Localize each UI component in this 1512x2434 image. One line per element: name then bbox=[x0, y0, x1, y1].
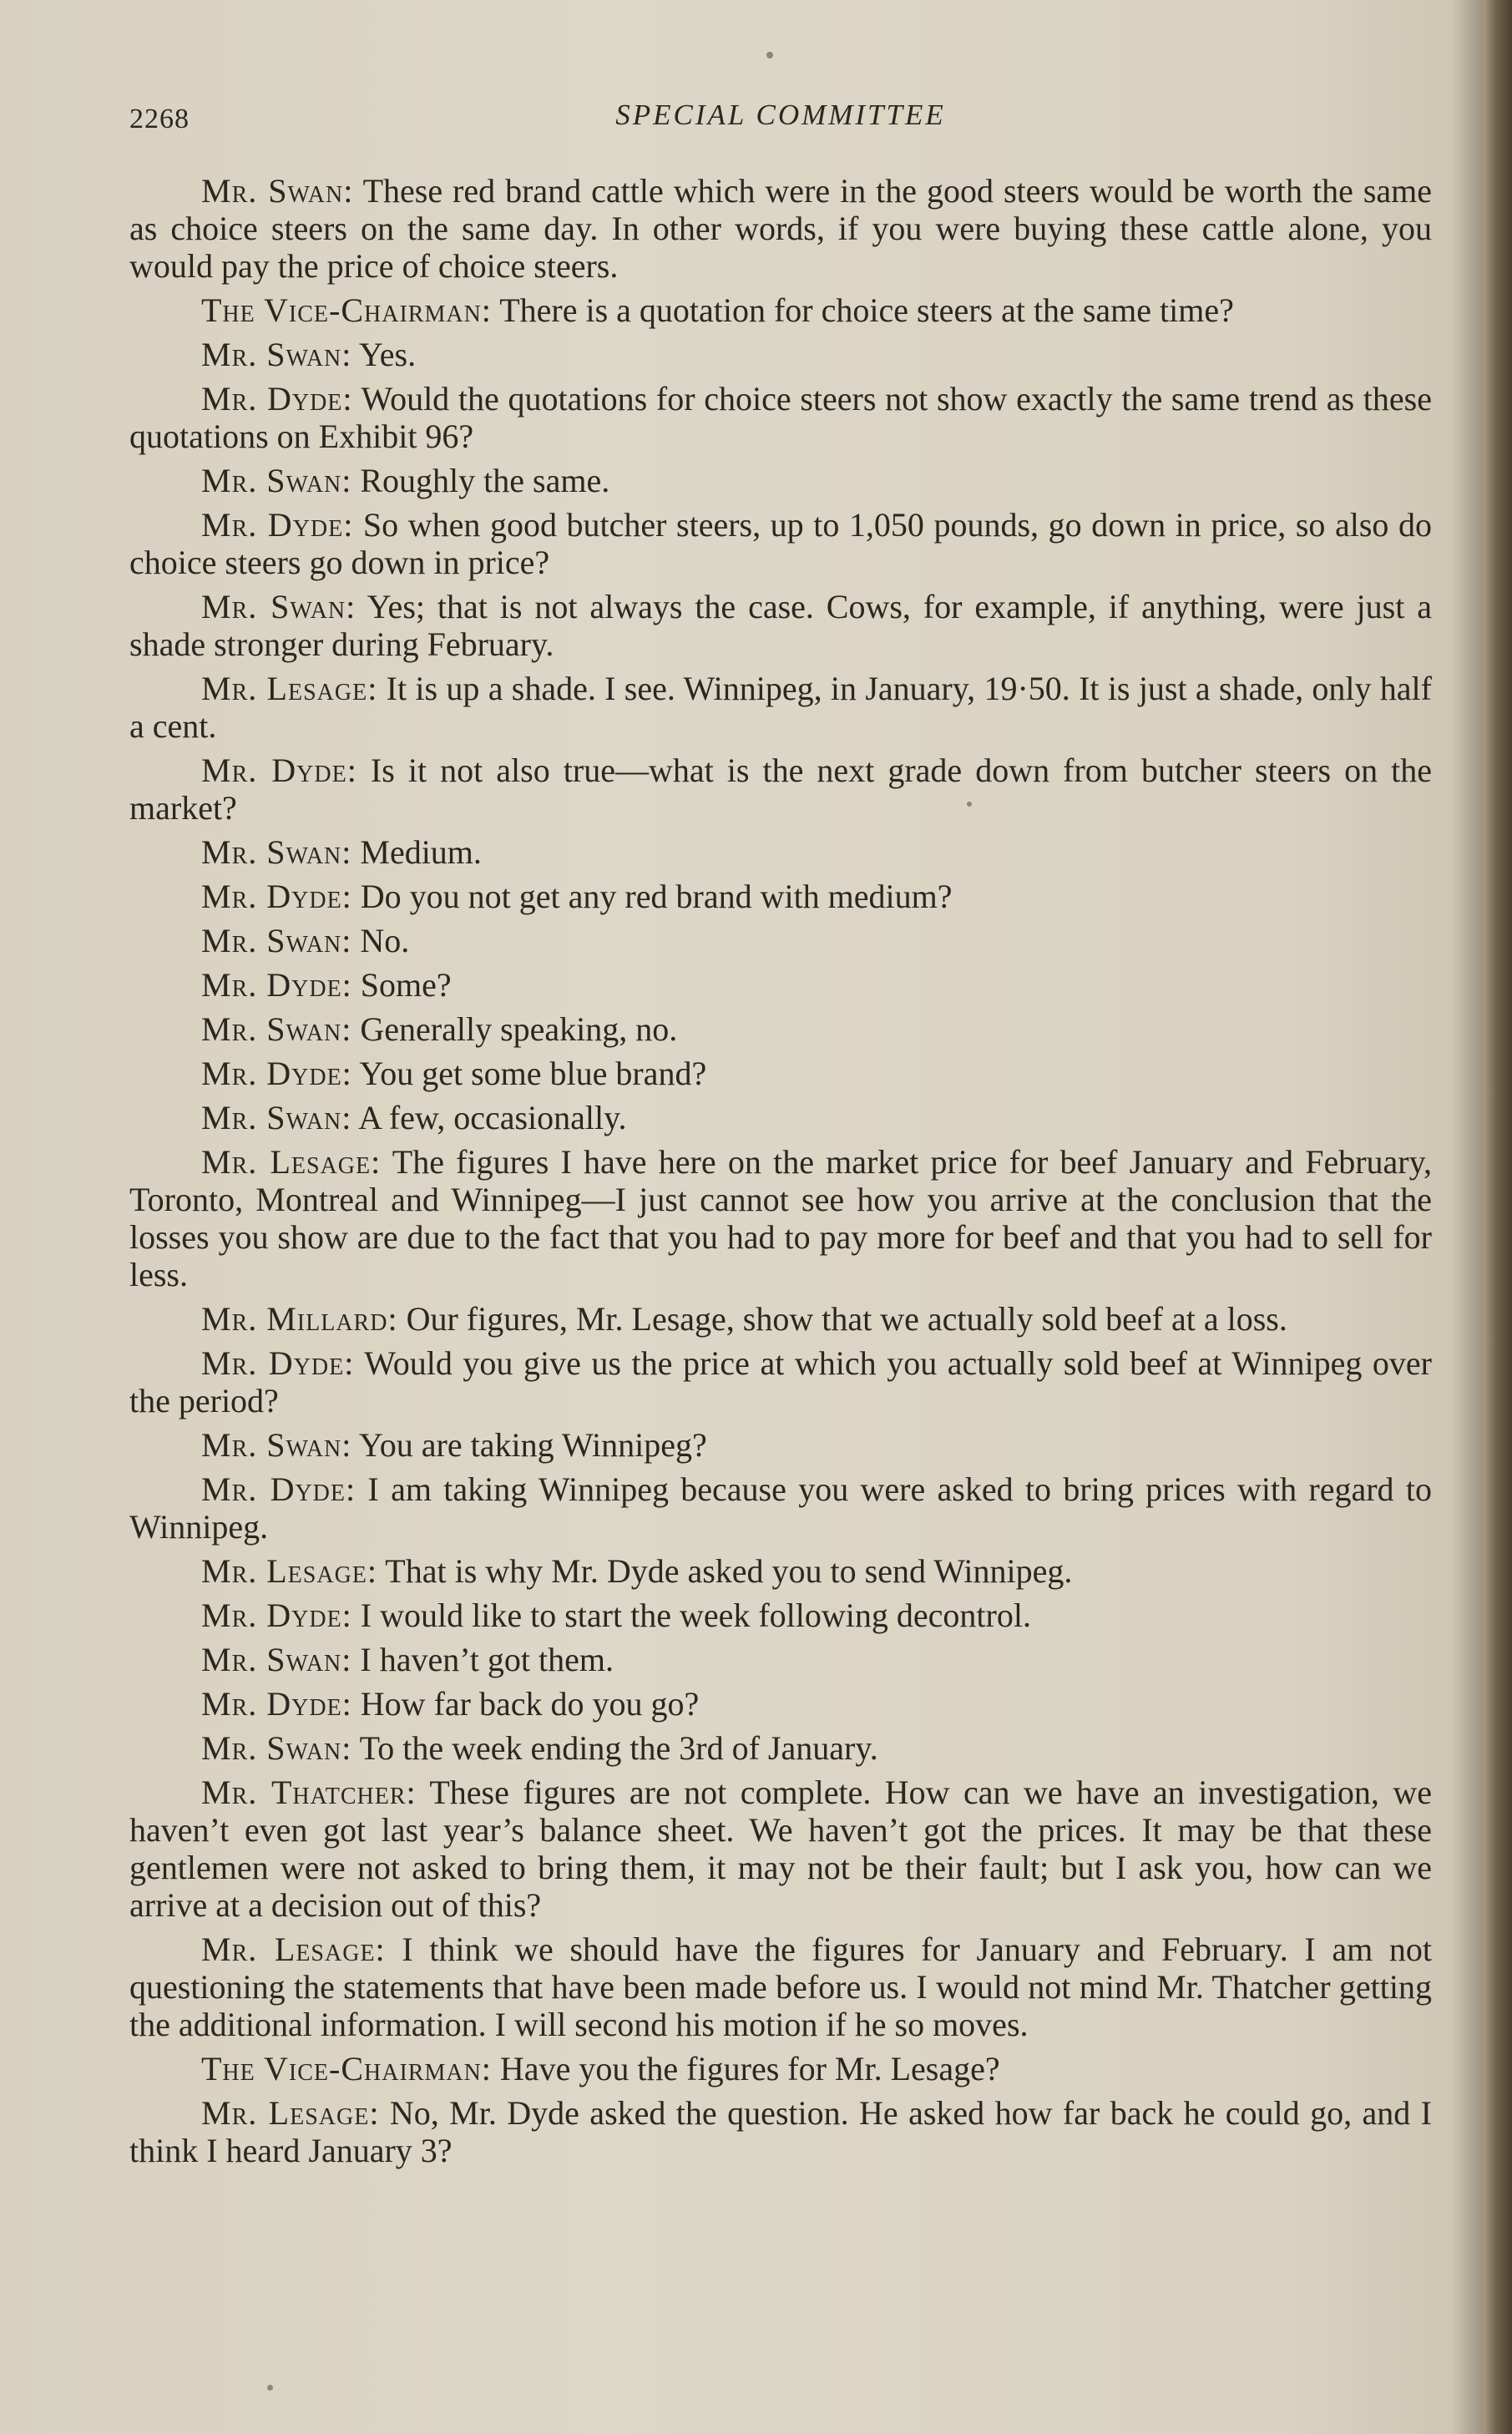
book-spine-edge bbox=[1484, 0, 1512, 2434]
speech-text: No, Mr. Dyde asked the question. He asked how far back he could go, and I think I heard January 3? bbox=[129, 2094, 1432, 2169]
speech-text: Roughly the same. bbox=[351, 462, 610, 499]
transcript-paragraph bbox=[129, 1774, 1432, 1924]
transcript-paragraph bbox=[129, 1931, 1432, 2043]
speaker-name: Mr. Dyde: bbox=[201, 1685, 352, 1723]
speech-text: Yes; that is not always the case. Cows, for example, if anything, were just a shade stronger during February. bbox=[129, 588, 1432, 663]
transcript-body bbox=[129, 172, 1432, 2176]
speech-text: Medium. bbox=[351, 833, 482, 871]
speaker-name: The Vice-Chairman: bbox=[201, 2050, 492, 2087]
transcript-paragraph bbox=[129, 833, 1432, 871]
speech-text: To the week ending the 3rd of January. bbox=[351, 1729, 878, 1767]
speech-text: Our figures, Mr. Lesage, show that we actually sold beef at a loss. bbox=[397, 1300, 1287, 1338]
speaker-name: Mr. Swan: bbox=[201, 462, 352, 499]
speaker-name: Mr. Swan: bbox=[201, 1099, 352, 1136]
transcript-paragraph bbox=[129, 1300, 1432, 1338]
transcript-paragraph bbox=[129, 1143, 1432, 1293]
running-title: SPECIAL COMMITTEE bbox=[615, 99, 946, 131]
speaker-name: Mr. Swan: bbox=[201, 1729, 352, 1767]
speech-text: These red brand cattle which were in the good steers would be worth the same as choice steers on the same day. In other words, if you were buying these cattle alone, you would pay the price of choice steers. bbox=[129, 172, 1433, 285]
speech-text: Have you the figures for Mr. Lesage? bbox=[491, 2050, 1000, 2087]
speech-text: That is why Mr. Dyde asked you to send Winnipeg. bbox=[377, 1552, 1073, 1590]
speaker-name: Mr. Swan: bbox=[201, 588, 357, 625]
speech-text: The figures I have here on the market price for beef January and February, Toronto, Montreal and Winnipeg—I just cannot see how you arrive at the conclusion that the losses you show are due to the fact that you had to pay more for beef and that you had to sell for less. bbox=[129, 1143, 1432, 1293]
transcript-paragraph bbox=[129, 1010, 1432, 1048]
speaker-name: Mr. Thatcher: bbox=[201, 1774, 417, 1811]
transcript-paragraph bbox=[129, 751, 1432, 827]
transcript-paragraph bbox=[129, 1641, 1432, 1678]
speaker-name: Mr. Swan: bbox=[201, 1010, 352, 1048]
transcript-paragraph bbox=[129, 878, 1432, 915]
speech-text: Some? bbox=[351, 966, 452, 1004]
speech-text: Would the quotations for choice steers not show exactly the same trend as these quotations on Exhibit 96? bbox=[129, 380, 1432, 455]
transcript-paragraph bbox=[129, 1597, 1432, 1634]
speaker-name: Mr. Dyde: bbox=[201, 751, 357, 789]
page-number: 2268 bbox=[129, 104, 190, 134]
speech-text: So when good butcher steers, up to 1,050 pounds, go down in price, so also do choice steers go down in price? bbox=[129, 506, 1432, 581]
speaker-name: Mr. Dyde: bbox=[201, 506, 354, 544]
paper-speck bbox=[267, 2385, 273, 2391]
transcript-paragraph bbox=[129, 2094, 1432, 2169]
transcript-paragraph bbox=[129, 172, 1432, 285]
transcript-paragraph bbox=[129, 2050, 1432, 2087]
transcript-paragraph bbox=[129, 1055, 1432, 1092]
speech-text: I would like to start the week following decontrol. bbox=[351, 1597, 1031, 1634]
speech-text: I haven’t got them. bbox=[351, 1641, 614, 1678]
speaker-name: Mr. Lesage: bbox=[201, 2094, 380, 2132]
speaker-name: Mr. Dyde: bbox=[201, 1597, 352, 1634]
transcript-paragraph bbox=[129, 1099, 1432, 1136]
transcript-paragraph bbox=[129, 462, 1432, 499]
transcript-paragraph bbox=[129, 380, 1432, 455]
speech-text: You get some blue brand? bbox=[351, 1055, 707, 1092]
speaker-name: Mr. Swan: bbox=[201, 922, 352, 959]
speaker-name: Mr. Swan: bbox=[201, 172, 354, 210]
speech-text: These figures are not complete. How can we have an investigation, we haven’t even got last year’s balance sheet. We haven’t got the prices. It may be that these gentlemen were not asked to bring them, it may not be their fault; but I ask you, how can we arrive at a decision out of this? bbox=[129, 1774, 1432, 1924]
speech-text: I think we should have the figures for January and February. I am not questioning the statements that have been made before us. I would not mind Mr. Thatcher getting the additional information. I will second his motion if he so moves. bbox=[129, 1931, 1433, 2043]
speaker-name: Mr. Lesage: bbox=[201, 1931, 386, 1968]
speaker-name: Mr. Swan: bbox=[201, 1426, 352, 1464]
transcript-paragraph bbox=[129, 1470, 1432, 1546]
speech-text: A few, occasionally. bbox=[351, 1099, 627, 1136]
speaker-name: Mr. Lesage: bbox=[201, 670, 378, 707]
speech-text: It is up a shade. I see. Winnipeg, in January, 19·50. It is just a shade, only half a cent. bbox=[129, 670, 1432, 745]
transcript-paragraph bbox=[129, 1729, 1432, 1767]
speech-text: Generally speaking, no. bbox=[351, 1010, 678, 1048]
speaker-name: Mr. Dyde: bbox=[201, 1470, 357, 1508]
speech-text: Would you give us the price at which you actually sold beef at Winnipeg over the period? bbox=[129, 1344, 1433, 1419]
speaker-name: Mr. Dyde: bbox=[201, 1344, 355, 1382]
transcript-paragraph bbox=[129, 1552, 1432, 1590]
transcript-paragraph bbox=[129, 506, 1432, 581]
speaker-name: The Vice-Chairman: bbox=[201, 291, 492, 329]
transcript-paragraph bbox=[129, 1426, 1432, 1464]
speech-text: I am taking Winnipeg because you were asked to bring prices with regard to Winnipeg. bbox=[129, 1470, 1432, 1546]
speaker-name: Mr. Dyde: bbox=[201, 878, 352, 915]
speaker-name: Mr. Dyde: bbox=[201, 966, 352, 1004]
transcript-paragraph bbox=[129, 1344, 1432, 1419]
speaker-name: Mr. Lesage: bbox=[201, 1552, 378, 1590]
speaker-name: Mr. Lesage: bbox=[201, 1143, 382, 1181]
speaker-name: Mr. Swan: bbox=[201, 1641, 352, 1678]
speech-text: No. bbox=[351, 922, 410, 959]
page-header bbox=[129, 99, 1432, 140]
speech-text: You are taking Winnipeg? bbox=[351, 1426, 707, 1464]
speech-text: There is a quotation for choice steers at the same time? bbox=[491, 291, 1234, 329]
speech-text: Is it not also true—what is the next grade down from butcher steers on the market? bbox=[129, 751, 1432, 827]
transcript-paragraph bbox=[129, 922, 1432, 959]
speaker-name: Mr. Dyde: bbox=[201, 380, 353, 417]
transcript-paragraph bbox=[129, 291, 1432, 329]
speech-text: How far back do you go? bbox=[351, 1685, 700, 1723]
transcript-paragraph bbox=[129, 588, 1432, 663]
transcript-paragraph bbox=[129, 1685, 1432, 1723]
transcript-paragraph bbox=[129, 966, 1432, 1004]
speaker-name: Mr. Dyde: bbox=[201, 1055, 352, 1092]
transcript-paragraph bbox=[129, 670, 1432, 745]
speaker-name: Mr. Swan: bbox=[201, 336, 352, 373]
transcript-paragraph bbox=[129, 336, 1432, 373]
speaker-name: Mr. Millard: bbox=[201, 1300, 398, 1338]
speaker-name: Mr. Swan: bbox=[201, 833, 352, 871]
paper-speck bbox=[766, 52, 773, 58]
speech-text: Do you not get any red brand with medium? bbox=[351, 878, 953, 915]
speech-text: Yes. bbox=[351, 336, 417, 373]
